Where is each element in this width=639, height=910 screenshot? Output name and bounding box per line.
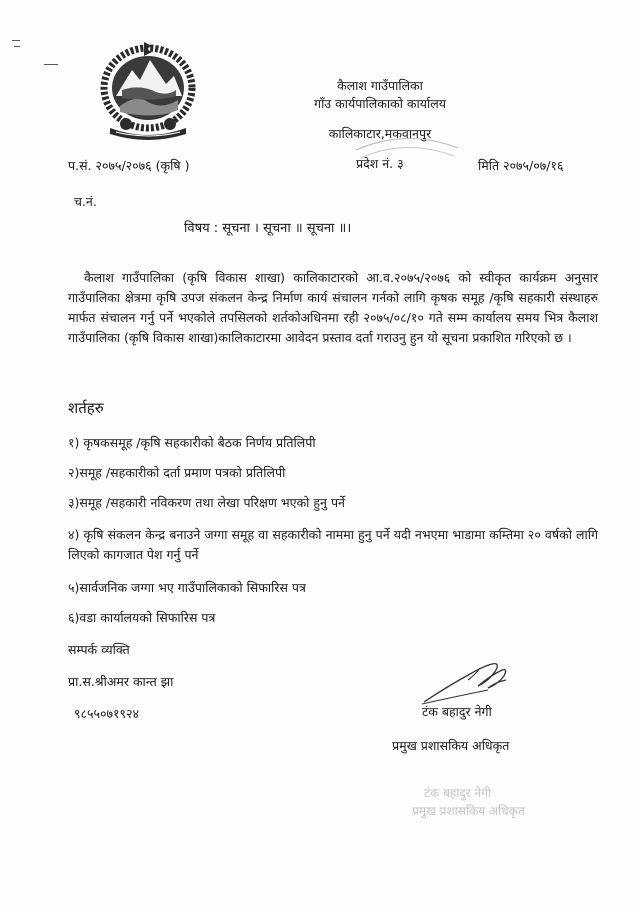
issue-date: मिति २०७५/०७/१६	[478, 158, 564, 173]
province-number: प्रदेश नं. ३	[356, 156, 404, 171]
subject-line: विषय : सूचना । सूचना ॥ सूचना ॥।	[184, 221, 352, 236]
notice-body: कैलाश गाउँपालिका (कृषि विकास शाखा) कालिकाटारको आ.व.२०७५/२०७६ को स्वीकृत कार्यक्रम अनुसार गाउँपालिका क्षेत्रमा कृषि उपज संकलन केन्द्र निर्माण कार्य संचालन गर्नको लागि कृषक समूह /कृषि सहकारी संस्थाहरु मार्फत संचालन गर्नु पर्ने भएकोले तपसिलको शर्तकोअधिनमा रही २०७५/०८/१० गते सम्म कार्यालय समय भित्र कैलाश गाउँपालिका (कृषि विकास शाखा)कालिकाटारमा आवेदन प्रस्ताव दर्ता गराउनु हुन यो सूचना प्रकाशित गरिएको छ ।	[68, 270, 598, 345]
condition-item: ६)वडा कार्यालयको सिफारिस पत्र	[68, 610, 216, 625]
office-name-line2: गाँउ कार्यपालिकाको कार्यालय	[314, 96, 446, 111]
conditions-heading: शर्तहरु	[68, 399, 104, 417]
condition-item: ४) कृषि संकलन केन्द्र बनाउने जग्गा समूह वा सहकारीको नाममा हुनु पर्ने यदी नभएमा भाडामा कम्तिमा २० वर्षको लागि लिएको कागजात पेश गर्नु पर्ने	[68, 527, 598, 562]
reference-number: प.सं. २०७५/२०७६ (कृषि )	[68, 158, 190, 173]
condition-item: १) कृषकसमूह /कृषि सहकारीको बैठक निर्णय प्रतिलिपी	[68, 435, 316, 450]
contact-phone: ९८५५०७१९२४	[74, 706, 140, 721]
condition-item: २)समूह /सहकारीको दर्ता प्रमाण पत्रको प्रतिलिपी	[68, 465, 286, 480]
office-name-line1: कैलाश गाउँपालिका	[337, 78, 423, 93]
faded-stamp-name: टंक बहादुर नेगी	[424, 786, 492, 800]
contact-label: सम्पर्क व्यक्ति	[68, 642, 130, 657]
scan-mark	[44, 64, 58, 65]
scan-mark	[12, 40, 20, 41]
office-address: कालिकाटार,मकवानपुर	[328, 126, 432, 141]
dispatch-number: च.नं.	[74, 194, 97, 209]
signatory-name: टंक बहादुर नेगी	[422, 704, 492, 719]
condition-item: ५)सार्वजनिक जग्गा भए गाउँपालिकाको सिफारिस पत्र	[68, 580, 306, 595]
signatory-title: प्रमुख प्रशासकिय अधिकृत	[392, 738, 510, 753]
government-emblem-icon	[96, 40, 200, 140]
scan-mark	[14, 46, 20, 47]
faded-stamp-title: प्रमुख प्रशासकिय अधिकृत	[412, 804, 525, 818]
condition-item: ३)समूह /सहकारी नविकरण तथा लेखा परिक्षण भएको हुनु पर्ने	[68, 495, 345, 510]
handwritten-signature	[418, 656, 518, 708]
contact-name: प्रा.स.श्रीअमर कान्त झा	[68, 674, 174, 689]
